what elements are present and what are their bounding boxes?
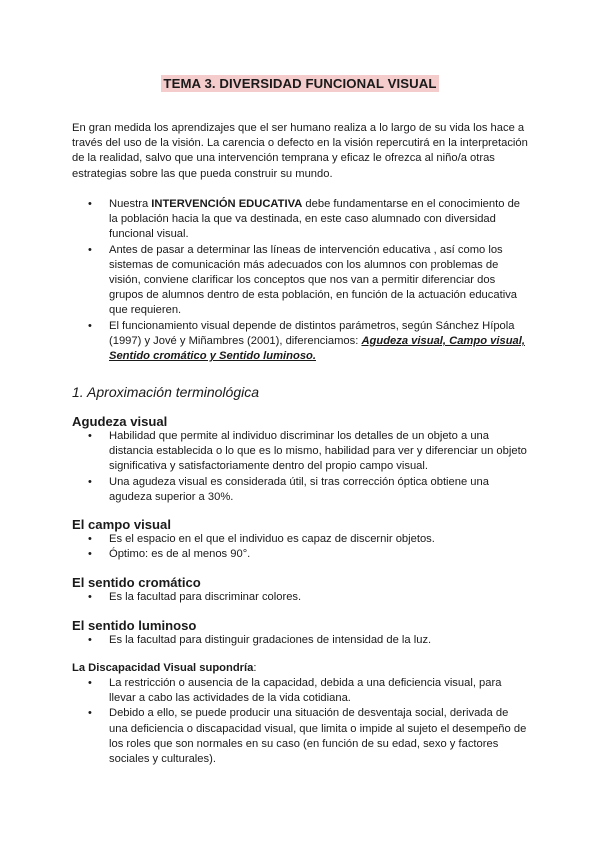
- title-text: TEMA 3. DIVERSIDAD FUNCIONAL VISUAL: [163, 76, 437, 91]
- agudeza-list: [72, 429, 530, 505]
- luminoso-list: [72, 633, 530, 648]
- list-item: • Óptimo: es de al menos 90°.: [72, 547, 530, 562]
- list-item: • El funcionamiento visual depende de distintos parámetros, según Sánchez Hípola (1997) y Jové y Miñambres (2001), diferenciamos: Agudeza visual, Campo visual, Sentido cromático y Sentido luminoso.: [72, 319, 530, 365]
- intervention-emphasis: INTERVENCIÓN EDUCATIVA: [151, 198, 303, 210]
- list-item: • Es la facultad para distinguir gradaciones de intensidad de la luz.: [72, 633, 530, 648]
- subheading-cromatico: El sentido cromático: [72, 575, 201, 590]
- list-item: • Nuestra INTERVENCIÓN EDUCATIVA debe fundamentarse en el conocimiento de la población hacia la que va destinada, en este caso alumnado con diversidad funcional visual.: [72, 197, 530, 243]
- list-item: • Una agudeza visual es considerada útil, si tras corrección óptica obtiene una agudeza superior a 30%.: [72, 475, 530, 505]
- list-item: • Debido a ello, se puede producir una situación de desventaja social, derivada de una deficiencia o discapacidad visual, que limita o impide al sujeto el desempeño de los roles que son normales en su caso (en función de su edad, sexo y factores sociales y culturales).: [72, 706, 530, 767]
- parameters-emphasis: Agudeza visual, Campo visual, Sentido cromático y Sentido luminoso.: [109, 334, 525, 363]
- campo-list: [72, 532, 530, 562]
- document-title: [0, 76, 600, 93]
- list-item: • Es el espacio en el que el individuo es capaz de discernir objetos.: [72, 532, 530, 547]
- cromatico-list: [72, 590, 530, 605]
- list-item: • La restricción o ausencia de la capacidad, debida a una deficiencia visual, para llevar a cabo las actividades de la vida cotidiana.: [72, 676, 530, 706]
- subheading-agudeza: Agudeza visual: [72, 414, 168, 429]
- section-heading: 1. Aproximación terminológica: [72, 384, 260, 400]
- subheading-campo: El campo visual: [72, 517, 171, 532]
- subheading-luminoso: El sentido luminoso: [72, 618, 197, 633]
- list-item: • Antes de pasar a determinar las líneas de intervención educativa , así como los sistemas de comunicación más adecuados con los alumnos con problemas de visión, conviene clarificar los conceptos que nos van a permitir diferenciar dos grupos de alumnos dentro de esta población, en función de la actuación educativa que requieren.: [72, 243, 530, 319]
- discapacidad-list: [72, 676, 530, 767]
- intro-paragraph: En gran medida los aprendizajes que el ser humano realiza a lo largo de su vida los hace a través del uso de la visión. La carencia o defecto en la visión repercutirá en la interpretación de la realidad, salvo que una intervención temprana y eficaz le ofrezca al niño/a otras estrategias sobre las que pueda construir su mundo.: [72, 122, 528, 180]
- subheading-discapacidad: La Discapacidad Visual supondría:: [72, 662, 257, 674]
- intro-bullet-list: [72, 197, 530, 364]
- list-item: • Habilidad que permite al individuo discriminar los detalles de un objeto a una distancia establecida o lo que es lo mismo, habilidad para ver y diferenciar un objeto significativa y satisfactoriamente dentro del propio campo visual.: [72, 429, 530, 475]
- list-item: • Es la facultad para discriminar colores.: [72, 590, 530, 605]
